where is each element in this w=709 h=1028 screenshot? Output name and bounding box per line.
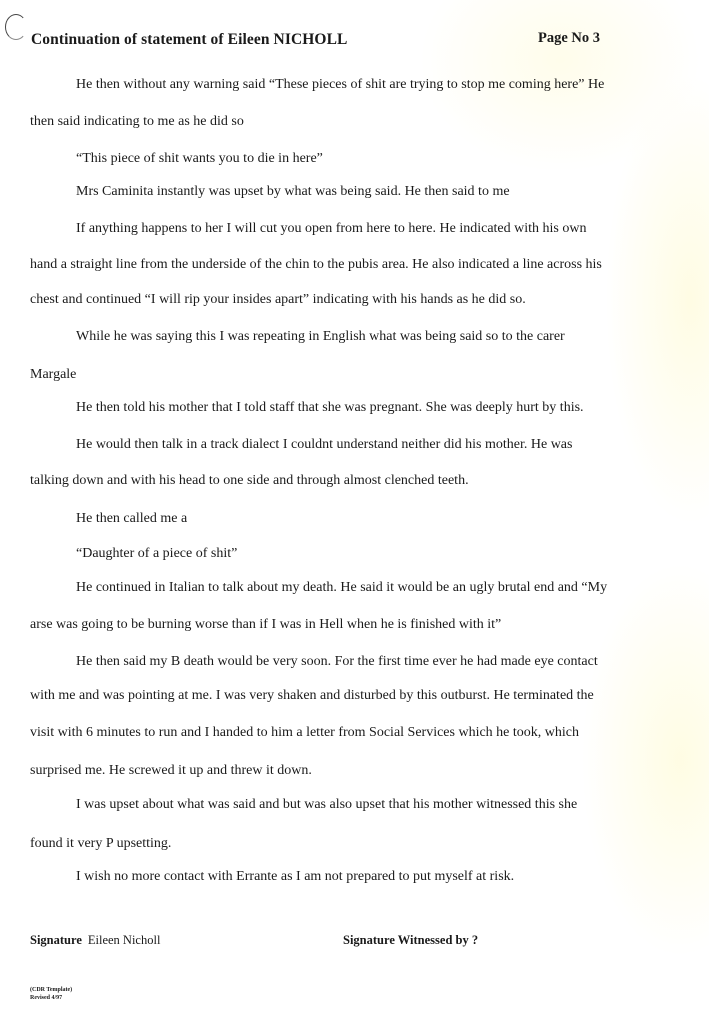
body-line: with me and was pointing at me. I was very shaken and disturbed by this outburst. He terminated the bbox=[30, 688, 594, 703]
body-line: I was upset about what was said and but was also upset that his mother witnessed this she bbox=[76, 797, 578, 812]
page-number: Page No 3 bbox=[538, 30, 601, 46]
body-line: Margale bbox=[30, 367, 77, 382]
punch-hole-mark bbox=[5, 14, 27, 40]
revision-date: Revised 4/97 bbox=[30, 995, 63, 1001]
body-line: He would then talk in a track dialect I couldnt understand neither did his mother. He was bbox=[76, 437, 573, 452]
body-line: He then told his mother that I told staff that she was pregnant. She was deeply hurt by this. bbox=[76, 400, 584, 415]
body-line: then said indicating to me as he did so bbox=[30, 114, 244, 129]
body-line: hand a straight line from the underside of the chin to the pubis area. He also indicated a line across his bbox=[30, 257, 602, 272]
body-line: “This piece of shit wants you to die in here” bbox=[76, 151, 323, 166]
signature-name: Eileen Nicholl bbox=[87, 933, 161, 947]
body-line: chest and continued “I will rip your insides apart” indicating with his hands as he did so. bbox=[30, 292, 526, 307]
body-line: He then without any warning said “These pieces of shit are trying to stop me coming here” He bbox=[76, 77, 605, 92]
body-line: If anything happens to her I will cut you open from here to here. He indicated with his own bbox=[76, 221, 587, 236]
body-line: He continued in Italian to talk about my death. He said it would be an ugly brutal end and “My bbox=[76, 580, 608, 595]
body-line: visit with 6 minutes to run and I handed to him a letter from Social Services which he took, which bbox=[30, 725, 580, 740]
form-footer bbox=[30, 986, 72, 1002]
body-line: I wish no more contact with Errante as I am not prepared to put myself at risk. bbox=[76, 869, 515, 884]
body-line: Mrs Caminita instantly was upset by what was being said. He then said to me bbox=[76, 184, 510, 199]
template-code: (CDR Template) bbox=[30, 987, 73, 993]
signature-label: Signature bbox=[30, 933, 82, 947]
body-line: While he was saying this I was repeating in English what was being said so to the carer bbox=[76, 329, 565, 344]
body-line: He then said my B death would be very soon. For the first time ever he had made eye contact bbox=[76, 654, 598, 669]
body-line: found it very P upsetting. bbox=[30, 836, 172, 851]
signature-block bbox=[30, 933, 160, 948]
body-line: He then called me a bbox=[76, 511, 188, 526]
body-line: surprised me. He screwed it up and threw it down. bbox=[30, 763, 312, 778]
body-line: arse was going to be burning worse than if I was in Hell when he is finished with it” bbox=[30, 617, 502, 632]
body-line: “Daughter of a piece of shit” bbox=[76, 546, 238, 561]
signature-witnessed-by: Signature Witnessed by ? bbox=[343, 933, 479, 947]
body-line: talking down and with his head to one side and through almost clenched teeth. bbox=[30, 473, 469, 488]
statement-header-title: Continuation of statement of Eileen NICHOLL bbox=[31, 31, 348, 48]
